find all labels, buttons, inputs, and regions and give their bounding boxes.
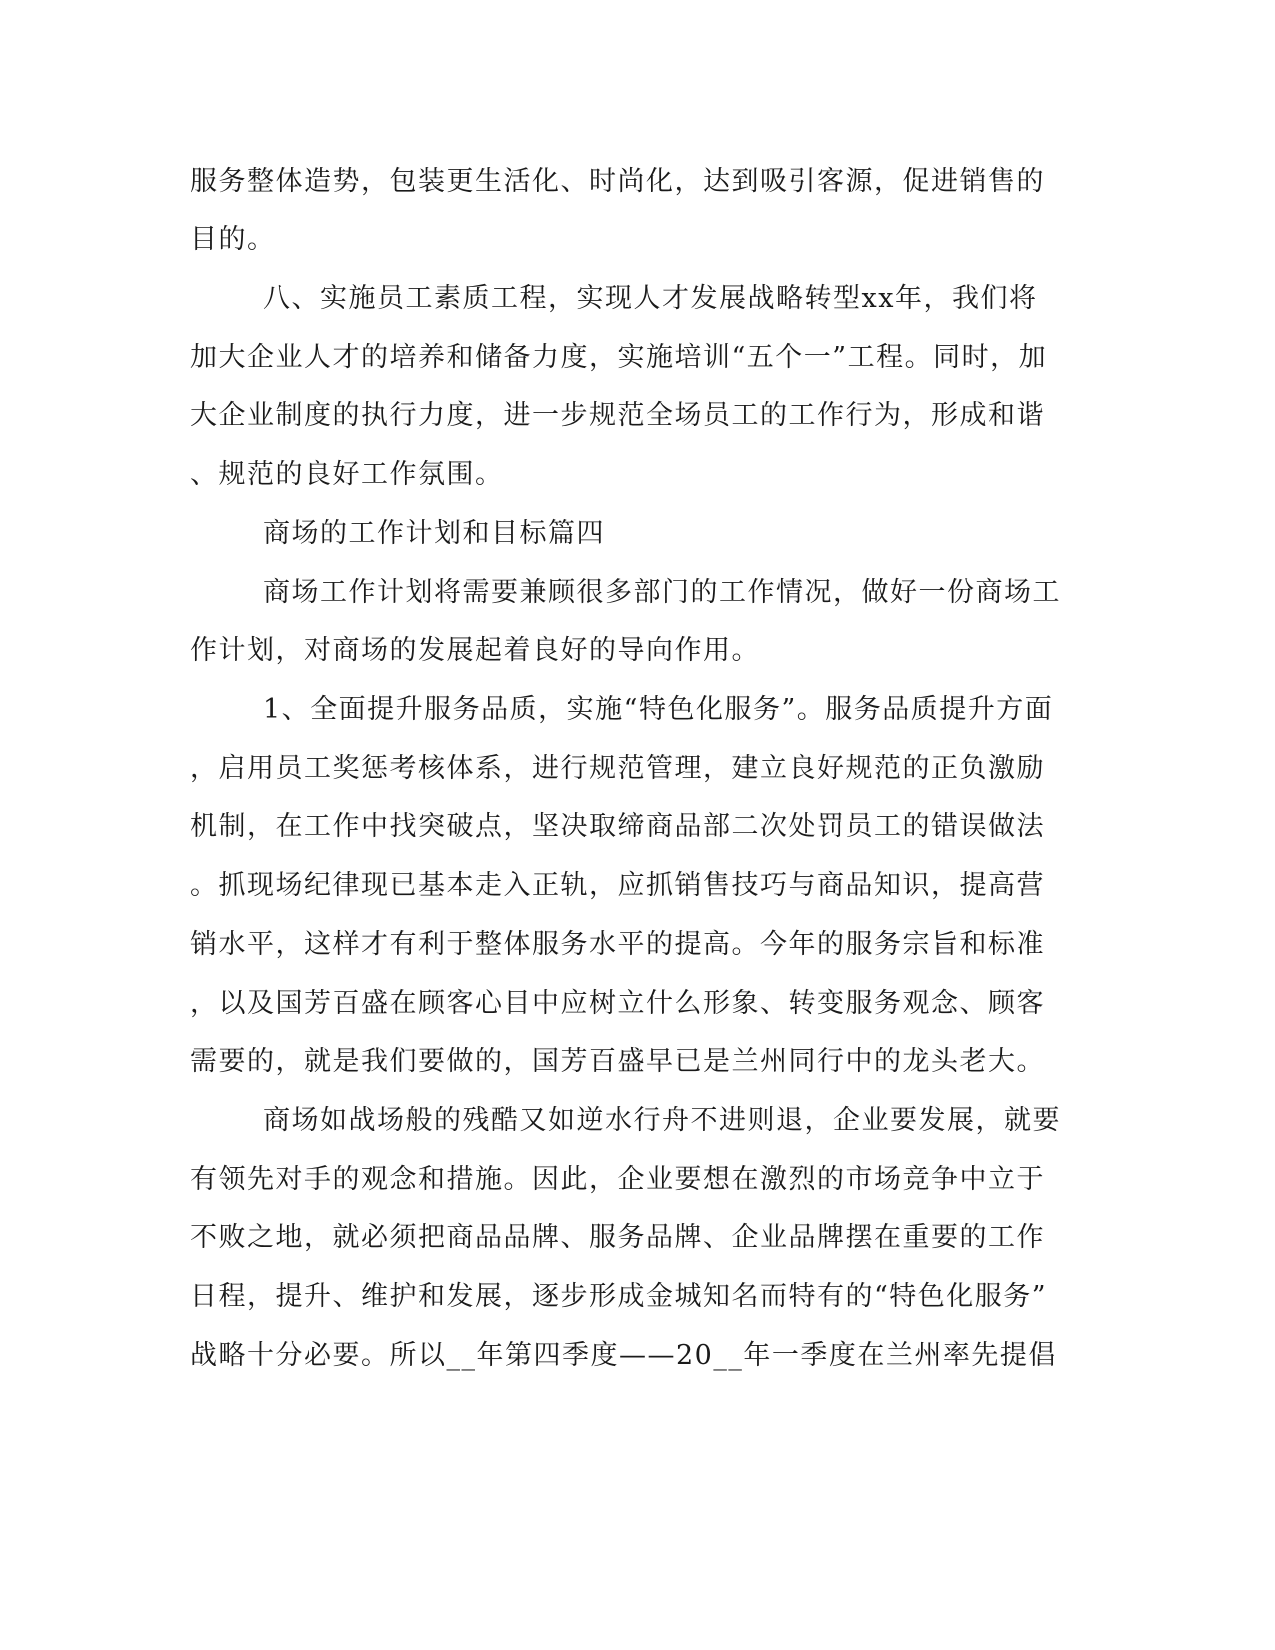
section-heading: 商场的工作计划和目标篇四 (263, 518, 605, 549)
text-line: 日程，提升、维护和发展，逐步形成金城知名而特有的“特色化服务” (190, 1281, 1048, 1312)
text-line: ，启用员工奖惩考核体系，进行规范管理，建立良好规范的正负激励 (190, 753, 1045, 784)
text-line: 、规范的良好工作氛围。 (190, 459, 504, 490)
text-line: 作计划，对商场的发展起着良好的导向作用。 (190, 635, 760, 666)
text-line: 加大企业人才的培养和储备力度，实施培训“五个一”工程。同时，加 (190, 342, 1048, 373)
text-line: 目的。 (190, 224, 276, 255)
text-line: 。抓现场纪律现已基本走入正轨，应抓销售技巧与商品知识，提高营 (190, 870, 1045, 901)
text-line: ，以及国芳百盛在顾客心目中应树立什么形象、转变服务观念、顾客 (190, 988, 1045, 1019)
text-line: 大企业制度的执行力度，进一步规范全场员工的工作行为，形成和谐 (190, 400, 1045, 431)
paragraph-start-line: 1、全面提升服务品质，实施“特色化服务”。服务品质提升方面 (263, 694, 1054, 725)
text-line: 不败之地，就必须把商品品牌、服务品牌、企业品牌摆在重要的工作 (190, 1222, 1045, 1253)
text-line: 服务整体造势，包装更生活化、时尚化，达到吸引客源，促进销售的 (190, 166, 1045, 197)
paragraph-start-line: 商场如战场般的残酷又如逆水行舟不进则退，企业要发展，就要 (263, 1105, 1061, 1136)
text-line: 战略十分必要。所以__年第四季度——20__年一季度在兰州率先提倡 (190, 1340, 1057, 1371)
paragraph-start-line: 商场工作计划将需要兼顾很多部门的工作情况，做好一份商场工 (263, 577, 1061, 608)
text-line: 机制，在工作中找突破点，坚决取缔商品部二次处罚员工的错误做法 (190, 811, 1045, 842)
text-line: 需要的，就是我们要做的，国芳百盛早已是兰州同行中的龙头老大。 (190, 1046, 1045, 1077)
text-line: 销水平，这样才有利于整体服务水平的提高。今年的服务宗旨和标准 (190, 929, 1045, 960)
text-line: 有领先对手的观念和措施。因此，企业要想在激烈的市场竞争中立于 (190, 1164, 1045, 1195)
paragraph-start-line: 八、实施员工素质工程，实现人才发展战略转型xx年，我们将 (263, 283, 1038, 314)
